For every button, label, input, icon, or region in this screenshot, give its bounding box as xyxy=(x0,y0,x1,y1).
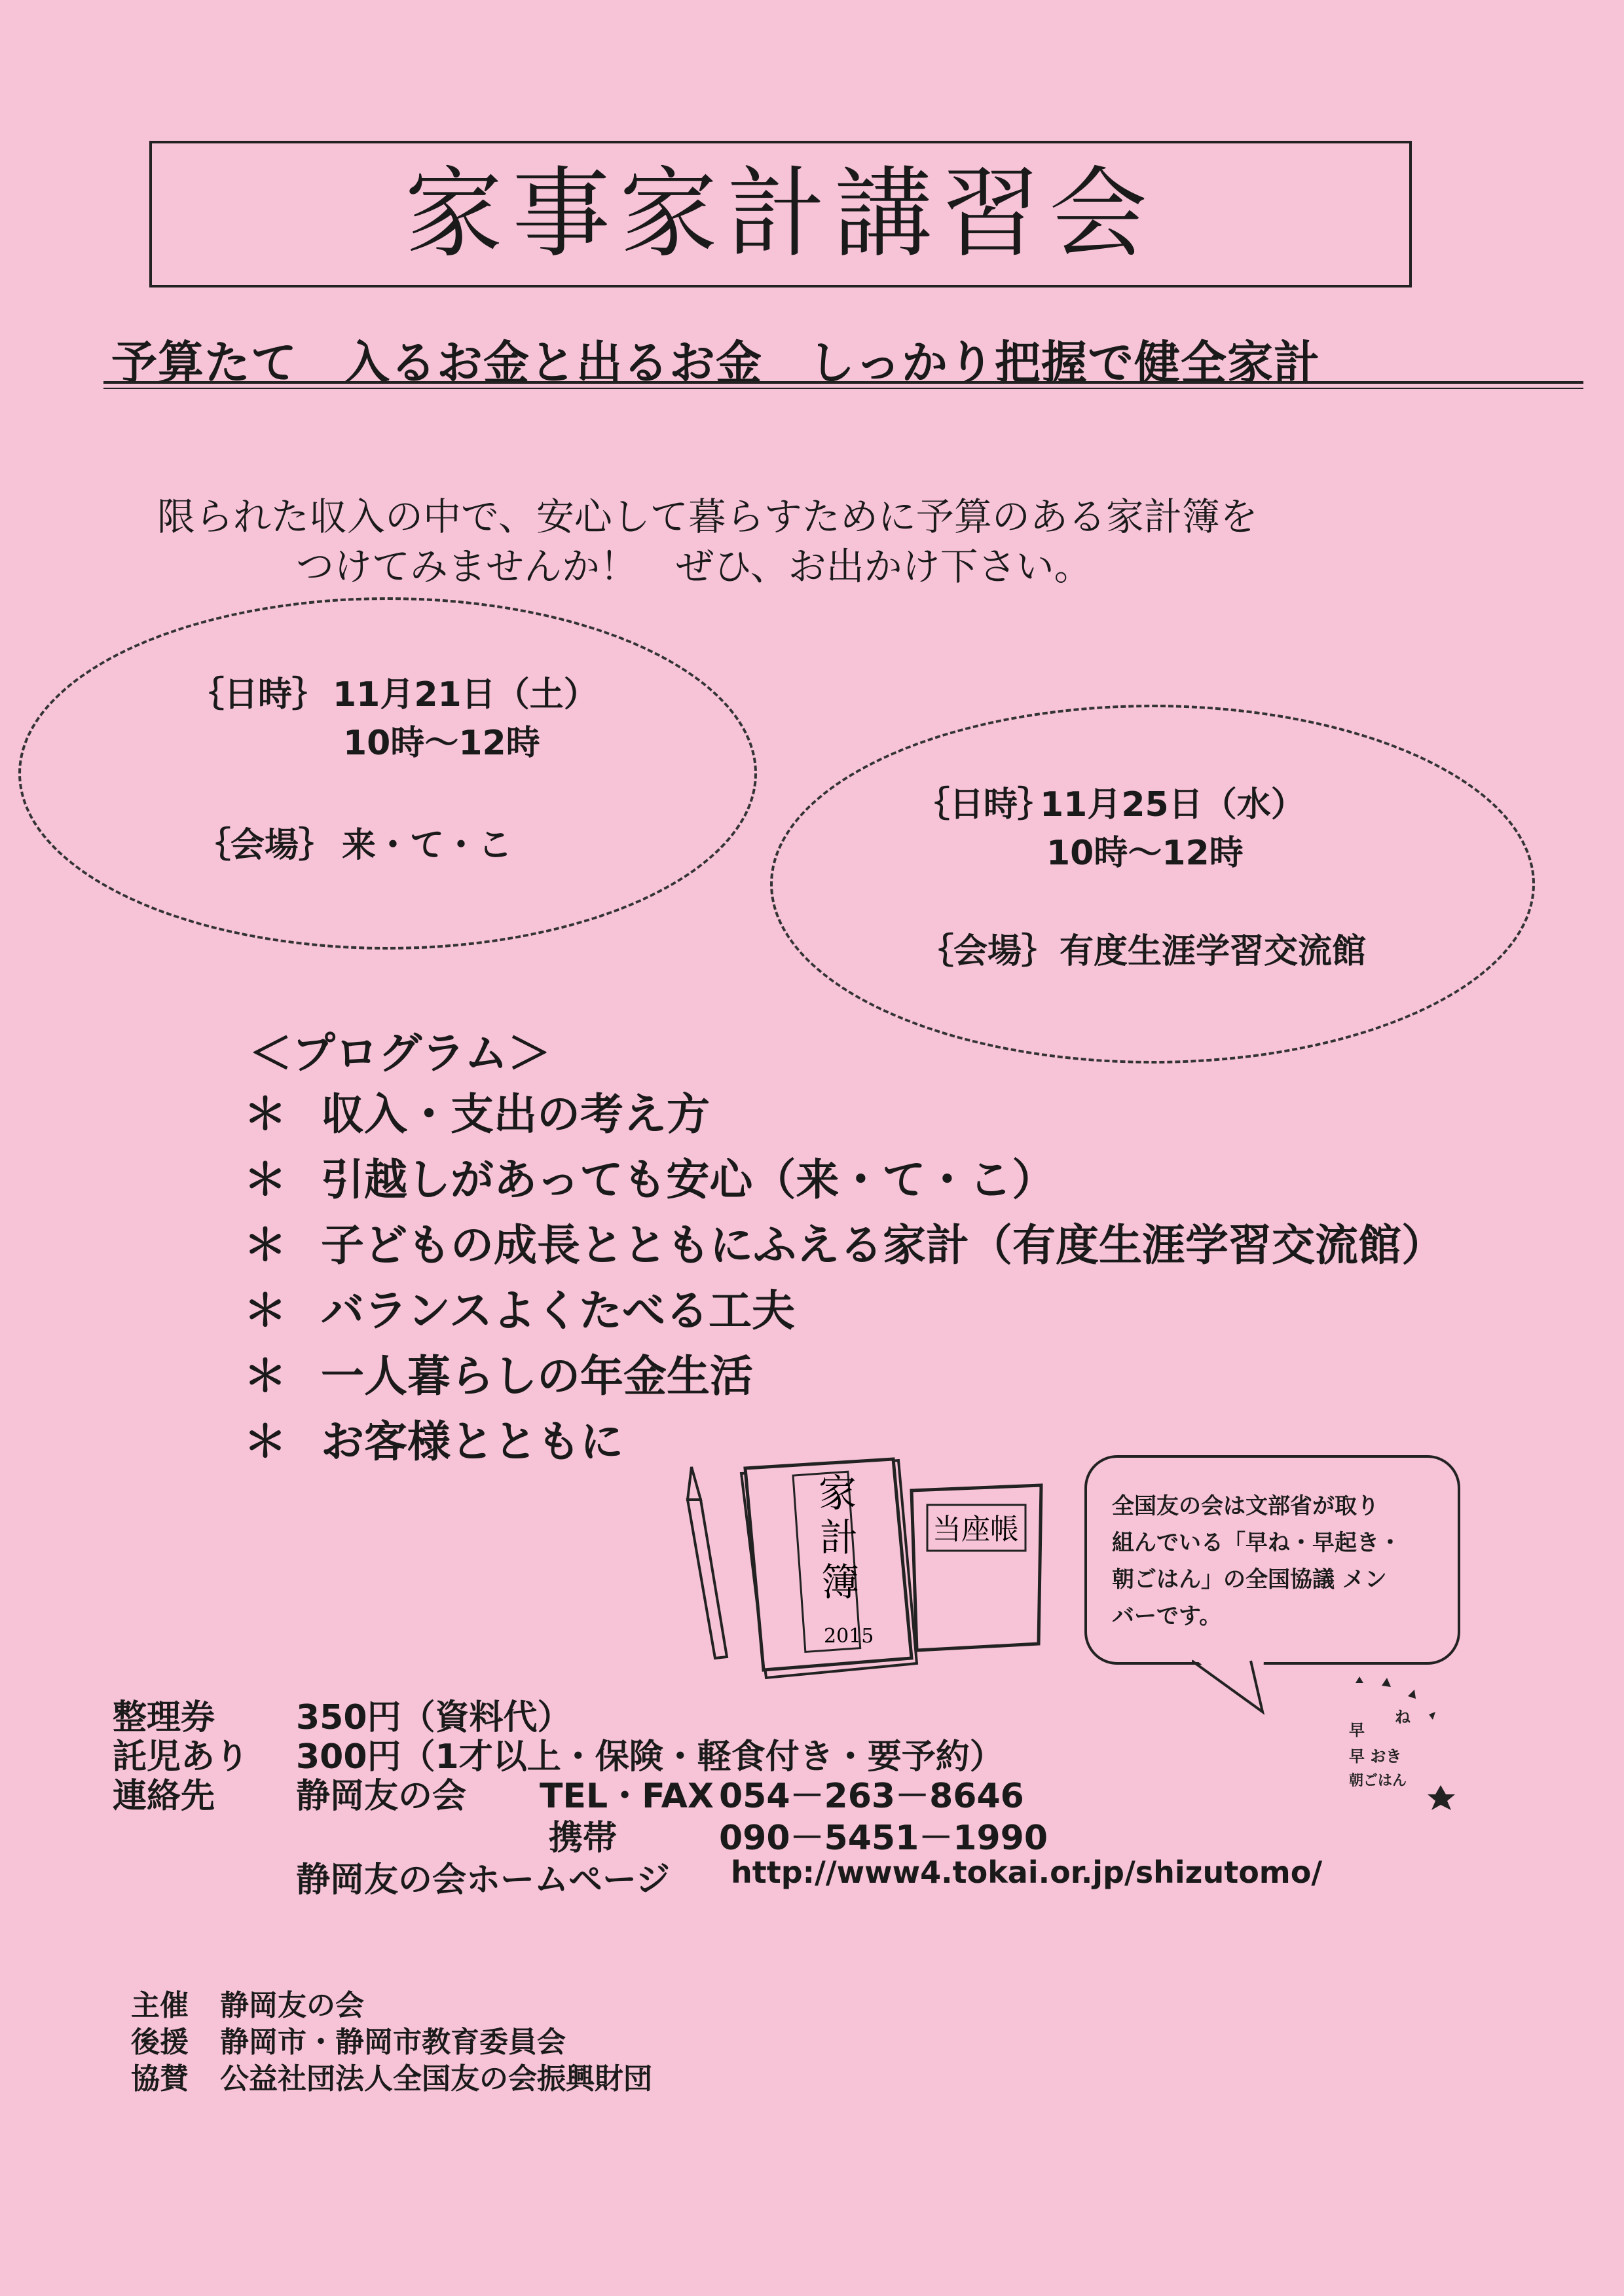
telfax-number: 054－263－8646 xyxy=(719,1777,1024,1816)
bubble-line-3: 朝ごはん」の全国協議 メン xyxy=(1112,1566,1387,1593)
mobile-label: 携帯 xyxy=(549,1819,618,1858)
book2-title: 当座帳 xyxy=(932,1513,1019,1546)
book1-year: 2015 xyxy=(824,1625,874,1648)
program-item-text: 収入・支出の考え方 xyxy=(321,1089,710,1139)
homepage-url[interactable]: http://www4.tokai.or.jp/shizutomo/ xyxy=(731,1855,1323,1890)
books-illustration xyxy=(668,1447,1048,1690)
pencil-icon xyxy=(688,1467,727,1658)
intro-line-2: つけてみませんか！ ぜひ、お出かけ下さい。 xyxy=(296,544,1092,589)
event-2-venue-label: ｛会場｝ xyxy=(919,932,1056,971)
logo-text-1: 早 xyxy=(1349,1721,1365,1739)
event-2-time: 10時～12時 xyxy=(1046,834,1244,873)
subtitle-rule-thick xyxy=(103,381,1583,384)
program-item-text: 子どもの成長とともにふえる家計（有度生涯学習交流館） xyxy=(321,1220,1445,1270)
program-item xyxy=(244,1407,623,1469)
program-item xyxy=(244,1341,753,1403)
event-2-venue: 有度生涯学習交流館 xyxy=(1060,932,1367,971)
event-1-time: 10時～12時 xyxy=(343,724,540,763)
event-2-frame xyxy=(770,705,1535,1064)
contact-label: 連絡先 xyxy=(113,1777,215,1816)
childcare-label: 託児あり xyxy=(113,1737,249,1777)
book1-title-3: 簿 xyxy=(821,1560,860,1604)
event-1-frame xyxy=(18,597,757,950)
book1-title-1: 家 xyxy=(819,1471,857,1515)
logo-text-4: 朝ごはん xyxy=(1349,1773,1407,1789)
program-item-text: 一人暮らしの年金生活 xyxy=(321,1351,753,1401)
hayane-logo-icon xyxy=(1283,1676,1460,1834)
event-1-date-label: ｛日時｝ xyxy=(190,675,327,714)
mobile-number: 090－5451－1990 xyxy=(719,1819,1048,1858)
bubble-line-4: バーです。 xyxy=(1112,1603,1222,1629)
program-item-text: 引越しがあっても安心（来・て・こ） xyxy=(321,1155,1056,1205)
logo-text-2: ね xyxy=(1395,1708,1411,1726)
touzachou-book-icon xyxy=(912,1485,1041,1650)
bullet-icon: ＊ xyxy=(244,1155,287,1205)
intro-line-1: 限られた収入の中で、安心して暮らすために予算のある家計簿を xyxy=(157,494,1258,539)
support: 静岡市・静岡市教育委員会 xyxy=(220,2026,566,2059)
program-item xyxy=(244,1145,1055,1207)
homepage-label: 静岡友の会ホームページ xyxy=(296,1861,670,1900)
event-1-venue-label: ｛会場｝ xyxy=(196,826,333,865)
ticket-label: 整理券 xyxy=(113,1698,215,1737)
support-label: 後援 xyxy=(131,2026,189,2059)
subtitle: 予算たて 入るお金と出るお金 しっかり把握で健全家計 xyxy=(111,336,1320,390)
bullet-icon: ＊ xyxy=(244,1351,287,1401)
book1-title-2: 計 xyxy=(820,1515,858,1560)
subtitle-rule-thin xyxy=(103,388,1583,389)
bubble-line-2: 組んでいる「早ね・早起き・ xyxy=(1112,1530,1401,1556)
program-item xyxy=(244,1079,710,1141)
sponsor-label: 協賛 xyxy=(131,2062,189,2096)
page-title: 家事家計講習会 xyxy=(404,157,1156,271)
organizer: 静岡友の会 xyxy=(220,1989,364,2022)
childcare-value: 300円（1才以上・保険・軽食付き・要予約） xyxy=(296,1737,1004,1777)
bubble-line-1: 全国友の会は文部省が取り xyxy=(1112,1493,1379,1519)
speech-bubble xyxy=(1084,1455,1460,1665)
title-box xyxy=(149,141,1412,287)
bullet-icon: ＊ xyxy=(244,1286,287,1336)
event-2-date-label: ｛日時｝ xyxy=(915,785,1052,824)
sponsor: 公益社団法人全国友の会振興財団 xyxy=(220,2062,652,2096)
bullet-icon: ＊ xyxy=(244,1089,287,1139)
bullet-icon: ＊ xyxy=(244,1416,287,1467)
program-item xyxy=(244,1276,795,1338)
event-1-date: 11月21日（土） xyxy=(333,675,598,714)
logo-text-3: 早 おき xyxy=(1349,1747,1402,1766)
ticket-value: 350円（資料代） xyxy=(296,1698,572,1737)
contact-org: 静岡友の会 xyxy=(296,1777,467,1816)
event-2-date: 11月25日（水） xyxy=(1040,785,1305,824)
program-heading: ＜プログラム＞ xyxy=(249,1028,551,1079)
telfax-label: TEL・FAX xyxy=(540,1777,714,1816)
program-item-text: お客様とともに xyxy=(321,1416,623,1467)
event-1-venue: 来・て・こ xyxy=(342,826,513,865)
bullet-icon: ＊ xyxy=(244,1220,287,1270)
kakeibo-book-icon xyxy=(745,1459,912,1670)
program-item xyxy=(244,1210,1445,1272)
bubble-tail xyxy=(1192,1657,1270,1716)
program-item-text: バランスよくたべる工夫 xyxy=(321,1286,796,1336)
organizer-label: 主催 xyxy=(131,1989,189,2022)
